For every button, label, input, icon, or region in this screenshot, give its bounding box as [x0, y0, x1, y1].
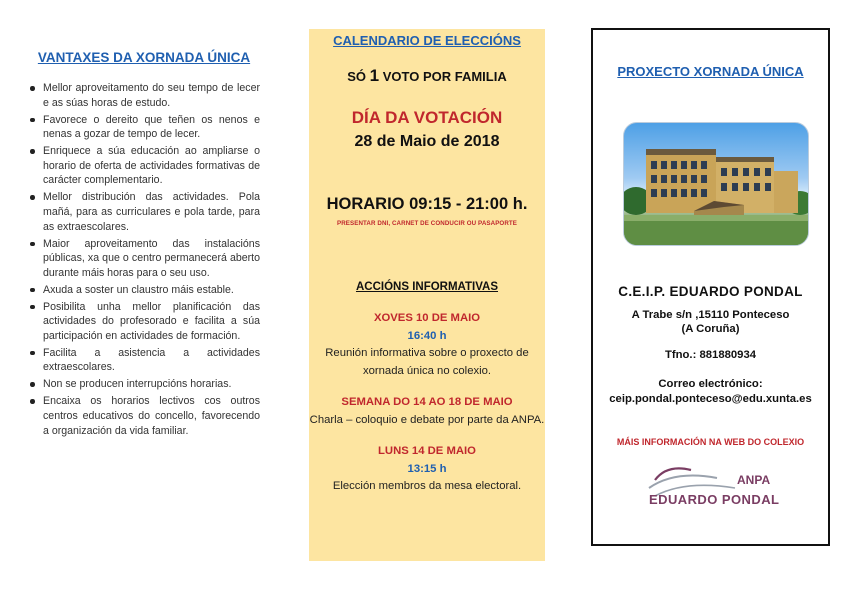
voting-hours: HORARIO 09:15 - 21:00 h. [326, 195, 528, 213]
event-day: XOVES 10 DE MAIO [373, 312, 481, 324]
school-name: C.E.I.P. EDUARDO PONDAL [618, 284, 803, 299]
address-line2: (A Coruña) [681, 323, 740, 335]
vote-notice [309, 66, 545, 86]
voting-day-label: DÍA DA VOTACIÓN [351, 108, 503, 127]
voting-date: 28 de Maio de 2018 [354, 133, 500, 150]
event-time: 16:40 h [407, 329, 447, 342]
calendar-title: CALENDARIO DE ELECCIÓNS [333, 33, 521, 48]
project-title: PROXECTO XORNADA ÚNICA [617, 64, 804, 79]
school-address [593, 308, 828, 336]
event-item [309, 443, 545, 496]
list-item: Axuda a soster un claustro máis estable. [43, 283, 260, 298]
event-description: Reunión informativa sobre o proxecto de xornada única no colexio. [325, 347, 529, 377]
advantages-title: VANTAXES DA XORNADA ÚNICA [37, 50, 251, 65]
list-item: Enriquece a súa educación ao ampliarse o horario de oferta de actividades formativas de carácter complementario. [43, 145, 260, 187]
list-item: Mellor aproveitamento do seu tempo de lecer e as súas horas de estudo. [43, 82, 260, 109]
school-phone: Tfno.: 881880934 [664, 349, 757, 361]
event-item [309, 310, 545, 380]
vote-notice-pre: SÓ [347, 69, 370, 84]
school-building-image [624, 123, 808, 245]
list-item: Encaixa os horarios lectivos cos outros centros educativos do concello, favorecendo a organización da vida familiar. [43, 395, 260, 437]
list-item: Maior aproveitamento das instalacións públicas, xa que o centro permanecerá aberto durante máis horas para o seu uso. [43, 237, 260, 279]
list-item: Favorece o dereito que teñen os nenos e nenas a gozar de tempo de lecer. [43, 113, 260, 141]
event-item [309, 394, 545, 429]
vote-notice-post: VOTO POR FAMILIA [379, 69, 507, 84]
event-description: Charla – coloquio e debate por parte da ANPA. [309, 413, 545, 426]
event-day: LUNS 14 DE MAIO [378, 445, 476, 457]
vote-count: 1 [369, 66, 380, 85]
school-email-block [593, 377, 828, 406]
advantages-panel [28, 50, 260, 441]
project-panel [591, 28, 830, 546]
list-item: Mellor distribución das actividades. Pola mañá, para as curriculares e pola tarde, para as extraescolares. [43, 191, 260, 233]
email-label: Correo electrónico: [658, 378, 763, 390]
address-line1: A Trabe s/n ,15110 Ponteceso [631, 309, 790, 321]
id-requirement: PRESENTAR DNI, CARNET DE CONDUCIR OU PASAPORTE [336, 220, 518, 227]
list-item: Facilita a asistencia a actividades extraescolares. [43, 346, 260, 374]
election-calendar-panel [309, 29, 545, 561]
event-description: Elección membros da mesa electoral. [332, 480, 522, 492]
info-actions-title: ACCIÓNS INFORMATIVAS [355, 281, 499, 293]
advantages-list [28, 81, 260, 438]
logo-name-text: EDUARDO PONDAL [649, 492, 779, 506]
email-address: ceip.pondal.ponteceso@edu.xunta.es [609, 392, 812, 405]
anpa-logo [645, 458, 785, 506]
school-photo [623, 122, 809, 246]
logo-anpa-text: ANPA [737, 473, 771, 487]
event-day: SEMANA DO 14 AO 18 DE MAIO [341, 396, 513, 408]
event-time: 13:15 h [407, 462, 447, 475]
list-item: Posibilita unha mellor planificación das actividades do profesorado e facilita a súa participación en actividades de formación. [43, 300, 260, 342]
list-item: Non se producen interrupcións horarias. [43, 377, 260, 392]
more-info-note: MÁIS INFORMACIÓN NA WEB DO COLEXIO [616, 437, 805, 447]
